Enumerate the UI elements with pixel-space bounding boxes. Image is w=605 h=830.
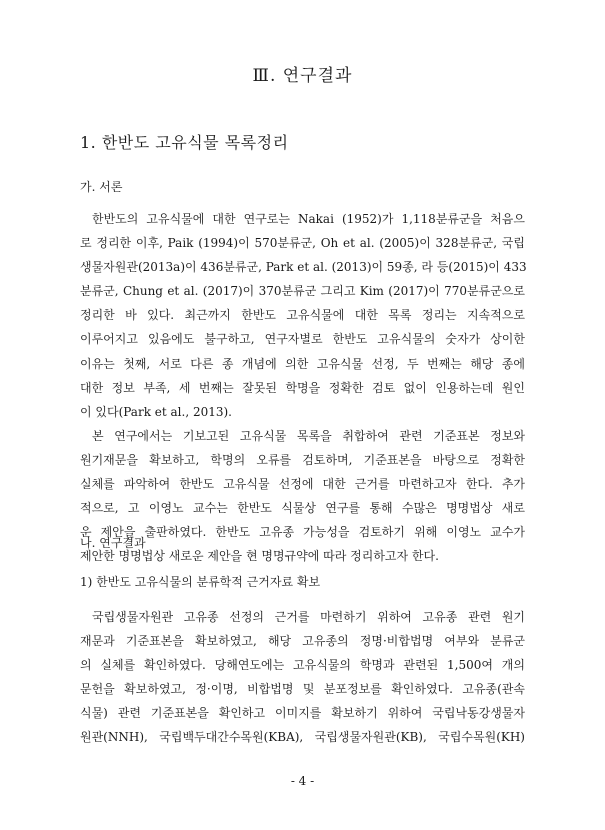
text-line: 대한 정보 부족, 세 번째는 잘못된 학명을 정확한 검토 없이 인용하는데 원인	[80, 380, 525, 395]
section-title: 1. 한반도 고유식물 목록정리	[80, 133, 289, 152]
subsection-heading-intro: 가. 서론	[80, 180, 123, 194]
text-line: 생물자원관(2013a)이 436분류군, Park et al. (2013)이 59종, 라 등(2015)이 433	[80, 260, 527, 275]
text-line: 이루어지고 있음에도 불구하고, 연구자별로 한반도 고유식물의 숫자가 상이한	[80, 332, 525, 347]
text-line: 적으로, 고 이영노 교수는 한반도 식물상 연구를 통해 수많은 명명법상 새로	[80, 501, 525, 516]
text-line: 제안한 명명법상 새로운 제안을 현 명명규약에 따라 정리하고자 한다.	[80, 549, 439, 564]
chapter-title: Ⅲ. 연구결과	[252, 66, 353, 86]
subsection-heading-results: 나. 연구결과	[80, 536, 146, 550]
text-line: 원기재문을 확보하고, 학명의 오류를 검토하며, 기준표본을 바탕으로 정확한	[80, 453, 525, 468]
intro-paragraph-1	[80, 207, 525, 424]
text-line: 의 실체를 확인하였다. 당해연도에는 고유식물의 학명과 관련된 1,500여 개의	[80, 658, 525, 673]
text-line: 원관(NNH), 국립백두대간수목원(KBA), 국립생물자원관(KB), 국립수목원(KH)	[80, 730, 525, 745]
text-line: 식물) 관련 기준표본을 확인하고 이미지를 확보하기 위하여 국립낙동강생물자	[80, 706, 525, 721]
text-line: 재문과 기준표본을 확보하였고, 해당 고유종의 정명·비합법명 여부와 분류군	[80, 634, 525, 649]
text-line: 운 제안을 출판하였다. 한반도 고유종 가능성을 검토하기 위해 이영노 교수가	[80, 525, 525, 540]
results-paragraph	[80, 605, 525, 750]
text-line: 정리한 바 있다. 최근까지 한반도 고유식물에 대한 목록 정리는 지속적으로	[80, 308, 525, 323]
text-line: 한반도의 고유식물에 대한 연구로는 Nakai (1952)가 1,118분류군을 처음으	[92, 212, 525, 226]
page-number: - 4 -	[290, 774, 315, 788]
text-line: 이유는 첫째, 서로 다른 종 개념에 의한 고유식물 선정, 두 번째는 해당 종에	[80, 356, 525, 371]
text-line: 실체를 파악하여 한반도 고유식물 선정에 대한 근거를 마련하고자 한다. 추가	[80, 477, 525, 492]
text-line: 로 정리한 이후, Paik (1994)이 570분류군, Oh et al. (2005)이 328분류군, 국립	[80, 236, 525, 251]
text-line: 이 있다(Park et al., 2013).	[80, 404, 232, 419]
intro-paragraph-2	[80, 424, 525, 569]
text-line: 본 연구에서는 기보고된 고유식물 목록을 취합하여 관련 기준표본 정보와	[92, 429, 525, 443]
text-line: 국립생물자원관 고유종 선정의 근거를 마련하기 위하여 고유종 관련 원기	[92, 610, 525, 624]
text-line: 문헌을 확보하였고, 정·이명, 비합법명 및 분포정보를 확인하였다. 고유종(관속	[80, 682, 525, 697]
text-line: 분류군, Chung et al. (2017)이 370분류군 그리고 Kim (2017)이 770분류군으로	[80, 284, 525, 299]
subsection-heading-taxonomic-evidence: 1) 한반도 고유식물의 분류학적 근거자료 확보	[80, 575, 321, 589]
